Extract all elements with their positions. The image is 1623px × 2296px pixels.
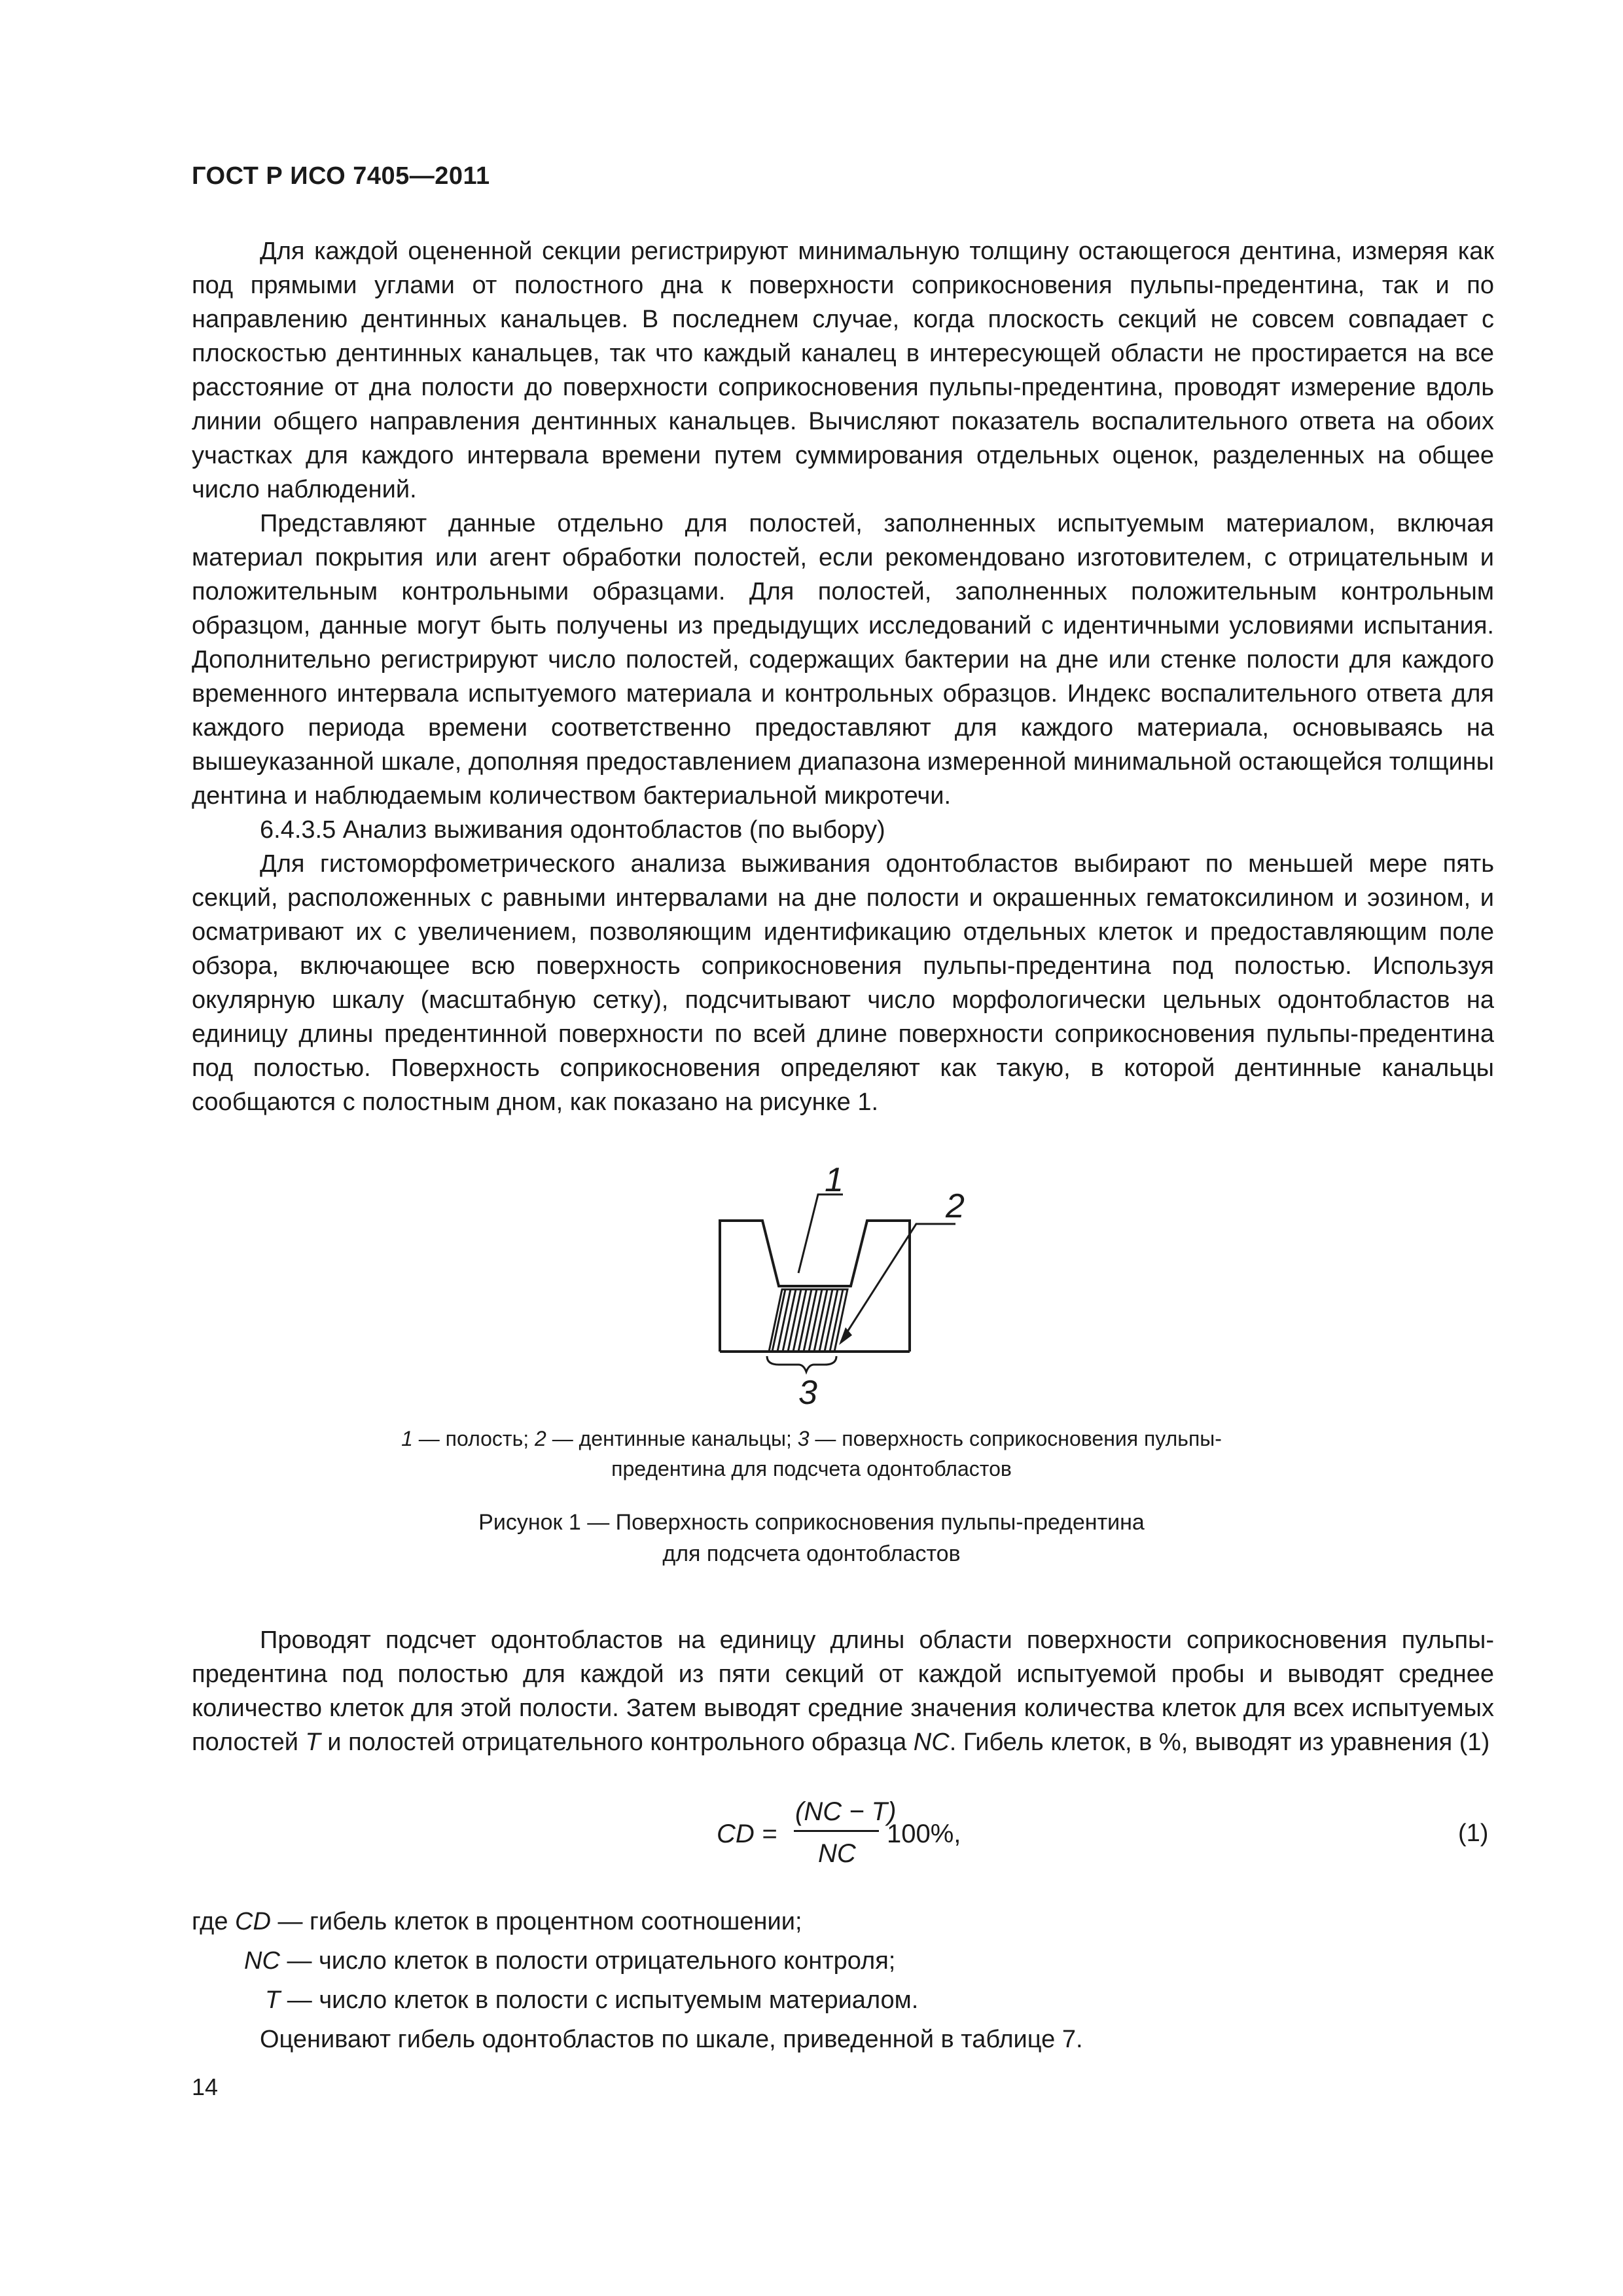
page-number: 14 — [192, 2073, 219, 2100]
paragraph: Представляют данные отдельно для полостей, заполненных испытуемым материалом, включая материал покрытия или агент обработки полостей, если рекомендовано изготовителем, с отрицательным и положительным контрольными образцами. Для полостей, заполненных положительным контрольным образцом, данные могут быть получены из предыдущих исследований с идентичными условиями испытания. Дополнительно регистрируют число полостей, содержащих бактерии на дне или стенке полости для каждого временного интервала испытуемого материала и контрольных образцов. Индекс воспалительного ответа для каждого периода времени соответственно предоставляют для каждого материала, основываясь на вышеуказанной шкале, дополняя предоставлением диапазона измеренной минимальной остающейся толщины дентина и наблюдаемым количеством бактериальной микротечи. — [192, 510, 1494, 810]
leader-1 — [798, 1194, 843, 1273]
figure-1-diagram — [694, 1165, 995, 1420]
fraction-bar — [794, 1830, 879, 1832]
paragraph: Для каждой оцененной секции регистрируют минимальную толщину остающегося дентина, измеряя как под прямыми углами от полостного дна к поверхности соприкосновения пульпы-предентина, так и по направлению дентинных канальцев. В последнем случае, когда плоскость секций не совсем совпадает с плоскостью дентинных канальцев, так что каждый каналец в интересующей области не простирается на все расстояние от дна полости до поверхности соприкосновения пульпы-предентина, проводят измерение вдоль линии общего направления дентинных канальцев. Вычисляют показатель воспалительного ответа на обоих участках для каждого интервала времени путем суммирования отдельных оценок, разделенных на общее число наблюдений. — [192, 238, 1494, 503]
section-heading: 6.4.3.5 Анализ выживания одонтобластов (по выбору) — [260, 816, 885, 844]
paragraph: Проводят подсчет одонтобластов на единицу длины области поверхности соприкосновения пульпы-предентина под полостью для каждой из пяти секций от каждой испытуемой пробы и выводят среднее количество клеток для этой полости. Затем выводят средние значения количества клеток для всех испытуемых полостей T и полостей отрицательного контрольного образца NC. Гибель клеток, в %, выводят из уравнения (1) — [192, 1626, 1494, 1756]
cavity-outline — [720, 1221, 910, 1352]
arrow-head-2 — [839, 1327, 852, 1345]
tubules-hatch — [772, 1289, 843, 1352]
definition-t: T — число клеток в полости с испытуемым материалом. — [265, 1986, 919, 2014]
equation-number: (1) — [1458, 1820, 1489, 1847]
equation-1 — [717, 1793, 1044, 1878]
definition-nc: NC — число клеток в полости отрицательного контроля; — [244, 1947, 896, 1975]
document-header: ГОСТ Р ИСО 7405—2011 — [192, 162, 490, 190]
figure-legend: 1 — полость; 2 — дентинные канальцы; 3 — поверхность соприкосновения пульпы-предентина для подсчета одонтобластов — [401, 1427, 1222, 1480]
paragraph: Для гистоморфометрического анализа выживания одонтобластов выбирают по меньшей мере пять секций, расположенных с равными интервалами на дне полости и окрашенных гематоксилином и эозином, и осматривают их с увеличением, позволяющим идентификацию отдельных клеток и предоставляющим поле обзора, включающее всю поверхность соприкосновения пульпы-предентина под полостью. Используя окулярную шкалу (масштабную сетку), подсчитывают число морфологически цельных одонтобластов на единицу длины предентинной поверхности по всей длине поверхности соприкосновения пульпы-предентина под полостью. Поверхность соприкосновения определяют как такую, в которой дентинные канальцы сообщаются с полостным дном, как показано на рисунке 1. — [192, 850, 1494, 1116]
brace-3 — [767, 1356, 836, 1372]
symbol-definitions — [192, 1902, 1083, 2059]
figure-label-1: 1 — [825, 1165, 844, 1199]
body-text-top — [192, 234, 1494, 1119]
leader-2 — [841, 1224, 955, 1342]
figure-label-3: 3 — [798, 1374, 817, 1412]
equation-lhs: CD = — [717, 1820, 777, 1848]
final-sentence: Оценивают гибель одонтобластов по шкале, приведенной в таблице 7. — [260, 2026, 1083, 2053]
equation-numerator: (NC − T) — [795, 1797, 897, 1826]
equation-denominator: NC — [818, 1839, 856, 1868]
equation-tail: 100%, — [887, 1820, 961, 1848]
figure-caption: Рисунок 1 — Поверхность соприкосновения пульпы-предентина для подсчета одонтобластов — [478, 1510, 1145, 1566]
definition-cd: где CD — гибель клеток в процентном соотношении; — [192, 1908, 802, 1935]
body-text-bottom — [192, 1623, 1494, 1759]
figure-label-2: 2 — [946, 1187, 965, 1225]
